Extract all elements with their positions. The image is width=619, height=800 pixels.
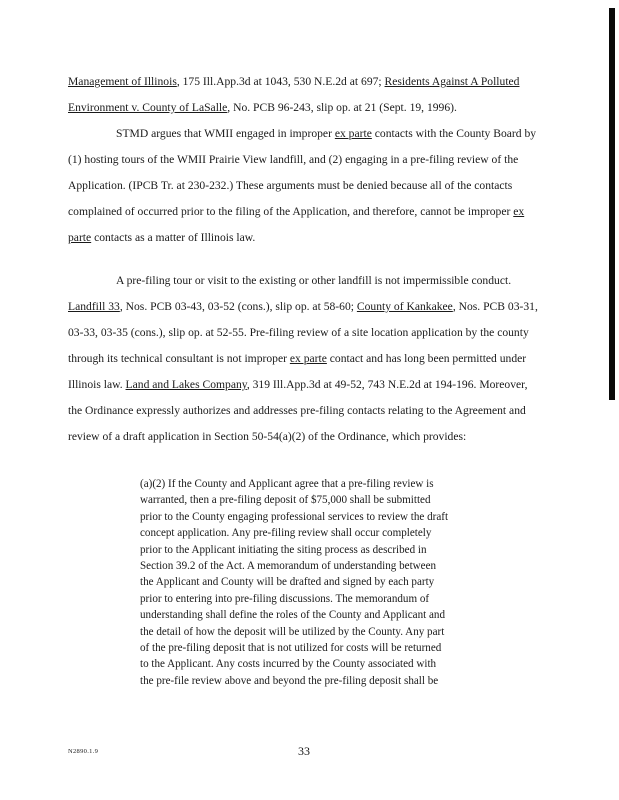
case-citation: Management of Illinois xyxy=(68,75,177,88)
paragraph-pre-filing xyxy=(68,268,542,450)
ordinance-block-quote xyxy=(140,476,466,689)
text-run: Illinois law. xyxy=(68,378,126,391)
text-run: contact and has long been permitted under xyxy=(326,352,527,365)
text-line: A pre-filing tour or visit to the existing or other landfill is not impermissible conduct. xyxy=(116,274,512,287)
latin-term: ex parte xyxy=(334,127,372,140)
text-line xyxy=(68,69,542,95)
page-number: 33 xyxy=(298,744,310,758)
quote-line: Section 39.2 of the Act. A memorandum of understanding between xyxy=(140,560,437,573)
latin-term: ex parte xyxy=(289,352,327,365)
citation-text: , 175 Ill.App.3d at 1043, 530 N.E.2d at 697; xyxy=(176,75,385,88)
citation-text: , Nos. PCB 03-31, xyxy=(452,300,538,313)
text-line xyxy=(68,225,542,251)
citation-text: , 319 Ill.App.3d at 49-52, 743 N.E.2d at 194-196. Moreover, xyxy=(246,378,528,391)
latin-term: ex xyxy=(513,205,525,218)
text-line: review of a draft application in Section 50-54(a)(2) of the Ordinance, which provides: xyxy=(68,430,467,443)
quote-line: prior to the County engaging professional services to review the draft xyxy=(140,510,449,523)
text-run: contacts with the County Board by xyxy=(371,127,537,140)
quote-line: (a)(2) If the County and Applicant agree that a pre-filing review is xyxy=(140,478,434,490)
case-citation: Landfill 33 xyxy=(68,300,120,313)
quote-line: understanding shall define the roles of the County and Applicant and xyxy=(140,609,446,622)
quote-line: of the pre-filing deposit that is not utilized for costs will be returned xyxy=(140,642,442,655)
text-line: Application. (IPCB Tr. at 230-232.) These arguments must be denied because all of the contacts xyxy=(68,179,513,192)
text-line xyxy=(68,199,542,225)
text-line: (1) hosting tours of the WMII Prairie View landfill, and (2) engaging in a pre-filing review of the xyxy=(68,153,519,166)
quote-line: the detail of how the deposit will be utilized by the County. Any part xyxy=(140,625,445,638)
citation-text: , No. PCB 96-243, slip op. at 21 (Sept. 19, 1996). xyxy=(227,101,457,114)
text-line xyxy=(68,294,542,320)
quote-line: the pre-file review above and beyond the pre-filing deposit shall be xyxy=(140,674,439,687)
quote-line: concept application. Any pre-filing review shall occur completely xyxy=(140,527,432,540)
quote-line: prior to the Applicant initiating the siting process as described in xyxy=(140,543,427,556)
text-run: contacts as a matter of Illinois law. xyxy=(91,231,256,244)
case-citation: County of Kankakee xyxy=(356,300,453,313)
latin-term: parte xyxy=(68,231,92,244)
text-line: the Ordinance expressly authorizes and addresses pre-filing contacts relating to the Agreement and xyxy=(68,404,526,417)
case-citation: Environment v. County of LaSalle xyxy=(68,101,228,114)
text-line: 03-33, 03-35 (cons.), slip op. at 52-55. Pre-filing review of a site location application by the county xyxy=(68,326,529,339)
text-line xyxy=(68,95,542,121)
paragraph-continuation xyxy=(68,69,542,121)
quote-line: to the Applicant. Any costs incurred by the County associated with xyxy=(140,658,437,671)
right-margin-bar xyxy=(609,8,615,400)
quote-line: warranted, then a pre-filing deposit of $75,000 shall be submitted xyxy=(140,494,431,507)
document-id: N2890.1.9 xyxy=(68,748,99,755)
text-run: complained of occurred prior to the filing of the Application, and therefore, cannot be improper xyxy=(68,205,514,218)
text-line xyxy=(68,121,542,147)
text-line xyxy=(68,372,542,398)
quote-line: prior to entering into pre-filing discussions. The memorandum of xyxy=(140,592,430,605)
text-run: through its technical consultant is not improper xyxy=(68,352,290,365)
case-citation: Land and Lakes Company xyxy=(125,378,247,391)
text-run: STMD argues that WMII engaged in improper xyxy=(116,127,335,140)
citation-text: , Nos. PCB 03-43, 03-52 (cons.), slip op. at 58-60; xyxy=(119,300,357,313)
text-line xyxy=(68,346,542,372)
paragraph-stmd-argument xyxy=(68,121,542,251)
case-citation: Residents Against A Polluted xyxy=(384,75,520,88)
quote-line: the Applicant and County will be drafted and signed by each party xyxy=(140,576,435,589)
